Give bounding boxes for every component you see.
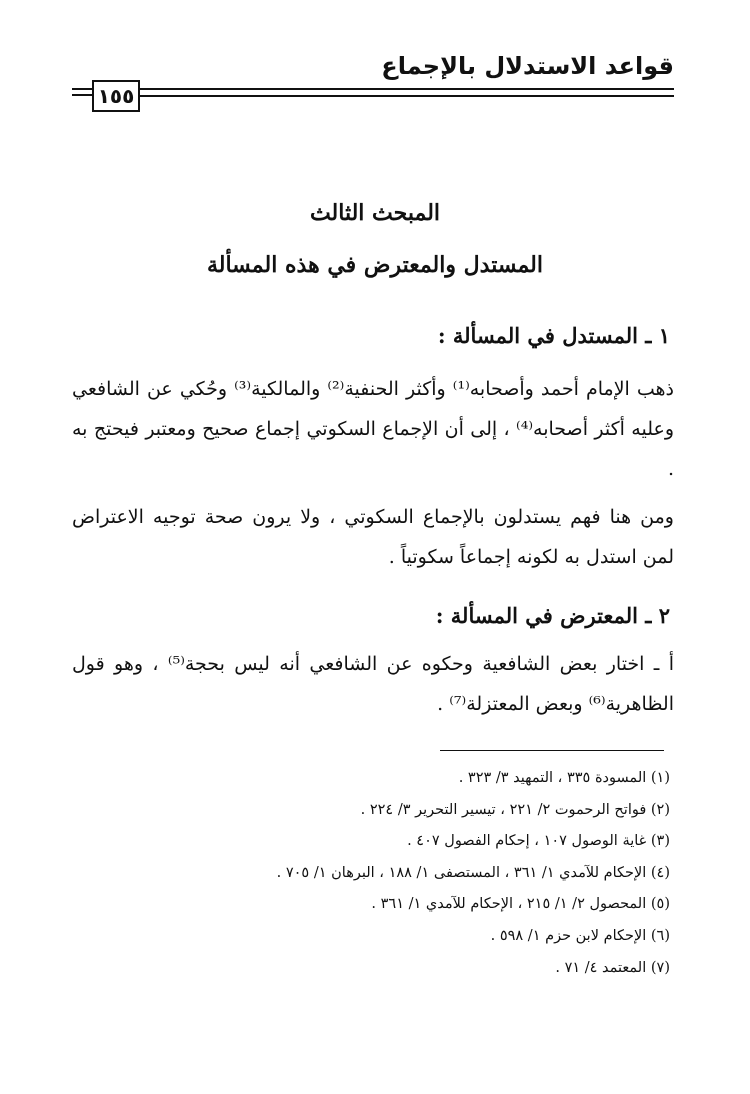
footnote: (٦) الإحكام لابن حزم ١/ ٥٩٨ . [490,927,670,944]
footnote: (٧) المعتمد ٤/ ٧١ . [555,959,670,976]
footnote: (٢) فواتح الرحموت ٢/ ٢٢١ ، تيسير التحرير ٣/ ٢٢٤ . [360,801,670,818]
running-title: قواعد الاستدلال بالإجماع [381,52,674,80]
chapter-title: المبحث الثالث [309,200,441,226]
paragraph: ذهب الإمام أحمد وأصحابه⁽¹⁾ وأكثر الحنفية⁽²⁾ والمالكية⁽³⁾ وحُكي عن الشافعي وعليه أكثر أصحابه⁽⁴⁾ ، إلى أن الإجماع السكوتي إجماع صحيح ومعتبر فيحتج به . [72,378,675,480]
header-rule-left [72,88,92,100]
footnote: (٤) الإحكام للآمدي ١/ ٣٦١ ، المستصفى ١/ ١٨٨ ، البرهان ١/ ٧٠٥ . [276,864,670,881]
footnote-separator [440,750,664,751]
footnote: (٥) المحصول ٢/ ١/ ٢١٥ ، الإحكام للآمدي ١/ ٣٦١ . [371,896,670,913]
section-heading: ١ ـ المستدل في المسألة : [437,323,670,348]
chapter-subtitle: المستدل والمعترض في هذه المسألة [206,252,543,278]
section-heading: ٢ ـ المعترض في المسألة : [435,603,670,628]
footnote: (١) المسودة ٣٣٥ ، التمهيد ٣/ ٣٢٣ . [458,770,670,786]
header-rule-top [138,88,674,90]
footnotes [277,763,670,984]
header-rule-bottom [138,95,674,97]
paragraph: ومن هنا فهم يستدلون بالإجماع السكوتي ، ولا يرون صحة توجيه الاعتراض لمن استدل به لكونه إجماعاً سكوتياً . [72,506,674,568]
page-number: ١٥٥ [92,80,140,112]
footnote: (٣) غاية الوصول ١٠٧ ، إحكام الفصول ٤٠٧ . [407,833,670,850]
paragraph: أ ـ اختار بعض الشافعية وحكوه عن الشافعي أنه ليس بحجة⁽⁵⁾ ، وهو قول الظاهرية⁽⁶⁾ وبعض المعتزلة⁽⁷⁾ . [72,653,674,715]
